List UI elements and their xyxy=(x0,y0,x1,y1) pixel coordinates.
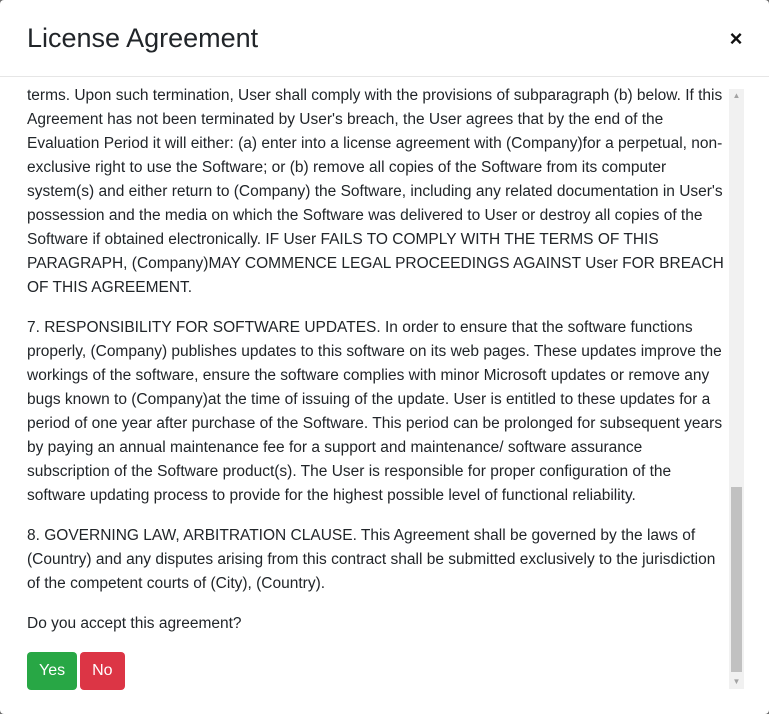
button-row xyxy=(27,652,729,690)
dialog-header xyxy=(0,0,769,77)
agreement-paragraph: 7. RESPONSIBILITY FOR SOFTWARE UPDATES. In order to ensure that the software functions properly, (Company) publishes updates to this software on its web pages. These updates improve the workings of the software, ensure the software complies with minor Microsoft updates or remove any bugs known to (Company)at the time of issuing of the update. User is entitled to these updates for a period of one year after purchase of the Software. This period can be prolonged for subsequent years by paying an annual maintenance fee for a support and maintenance/ software assurance subscription of the Software product(s). The User is responsible for proper configuration of the software updating process to provide for the highest possible level of functional reliability. xyxy=(27,319,723,504)
yes-button[interactable]: Yes xyxy=(27,652,77,690)
scroll-up-icon[interactable]: ▲ xyxy=(732,91,741,100)
dialog-body xyxy=(0,77,769,714)
agreement-paragraph: 8. GOVERNING LAW, ARBITRATION CLAUSE. This Agreement shall be governed by the laws of (Country) and any disputes arising from this contract shall be submitted exclusively to the jurisdiction of the competent courts of (City), (Country). xyxy=(27,527,716,592)
no-button[interactable]: No xyxy=(80,652,124,690)
scrollbar-thumb[interactable] xyxy=(731,487,742,672)
close-icon[interactable]: × xyxy=(729,26,743,51)
agreement-text xyxy=(27,84,729,690)
agreement-paragraph: terms. Upon such termination, User shall comply with the provisions of subparagraph (b) below. If this Agreement has not been terminated by User's breach, the User agrees that by the end of the Evaluation Period it will either: (a) enter into a license agreement with (Company)for a perpetual, non-exclusive right to use the Software; or (b) remove all copies of the Software from its computer system(s) and either return to (Company) the Software, including any related documentation in User's possession and the media on which the Software was delivered to User or destroy all copies of the Software if obtained electronically. IF User FAILS TO COMPLY WITH THE TERMS OF THIS PARAGRAPH, (Company)MAY COMMENCE LEGAL PROCEEDINGS AGAINST User FOR BREACH OF THIS AGREEMENT. xyxy=(27,87,724,296)
dialog-title: License Agreement xyxy=(27,23,259,53)
accept-question: Do you accept this agreement? xyxy=(27,615,242,632)
vertical-scrollbar[interactable] xyxy=(729,89,744,689)
agreement-scroll-area[interactable] xyxy=(27,77,731,714)
scroll-down-icon[interactable]: ▼ xyxy=(732,677,741,686)
